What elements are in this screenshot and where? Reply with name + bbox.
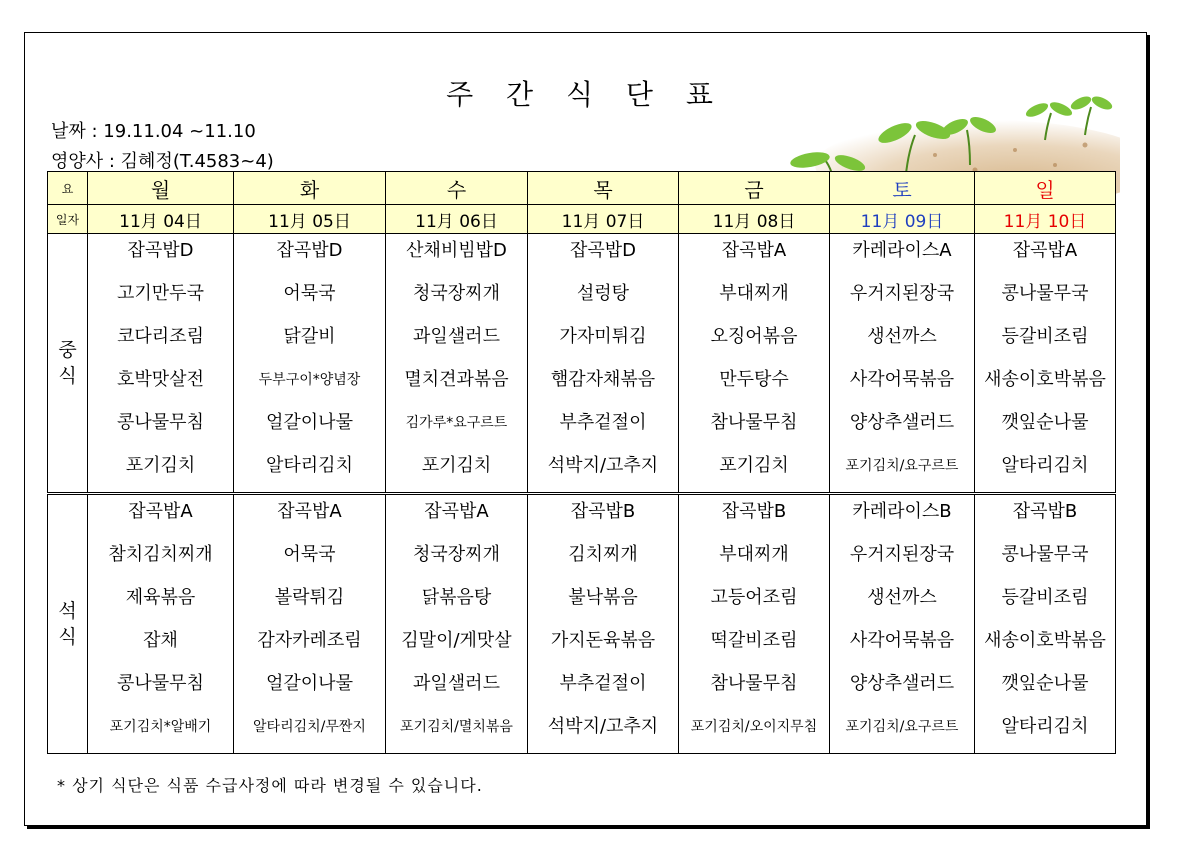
menu-item: 잡곡밥B [1012,501,1078,522]
menu-item: 콩나물무국 [1001,544,1089,565]
menu-item: 석박지/고추지 [547,716,659,737]
menu-item: 가지돈육볶음 [550,630,656,651]
lunch-cell [679,234,830,494]
menu-item: 어묵국 [283,544,336,565]
menu-item: 떡갈비조림 [710,630,798,651]
menu-item: 잡곡밥D [276,240,343,261]
menu-item: 양상추샐러드 [849,673,955,694]
menu-item: 닭볶음탕 [421,587,492,608]
menu-item: 부대찌개 [719,544,789,565]
menu-sheet [24,32,1147,826]
menu-item: 가자미튀김 [559,326,647,347]
menu-item: 멸치견과볶음 [404,369,509,390]
menu-item: 부추겉절이 [559,673,647,694]
menu-item: 우거지된장국 [849,283,955,304]
menu-item: 참나물무침 [710,412,798,433]
weekday-label: 요 [48,172,88,205]
menu-item: 포기김치/요구르트 [845,458,959,474]
menu-item: 불낙볶음 [568,587,638,608]
dinner-cell [975,494,1116,754]
menu-item: 호박맛살전 [117,369,204,390]
menu-item: 포기김치/멸치볶음 [400,719,513,735]
menu-item: 참치김치찌개 [108,544,213,565]
dinner-cell [88,494,234,754]
menu-item: 알타리김치 [1001,455,1089,476]
menu-item: 새송이호박볶음 [984,369,1106,390]
menu-item: 감자카레조림 [257,630,362,651]
menu-item: 사각어묵볶음 [849,369,955,390]
menu-item: 잡곡밥A [424,501,489,522]
weekday-fri: 금 [679,172,830,205]
menu-item: 잡채 [143,630,178,651]
menu-item: 잡곡밥A [128,501,193,522]
menu-item: 석박지/고추지 [547,455,659,476]
lunch-cell [386,234,528,494]
dinner-cell [679,494,830,754]
menu-item: 생선까스 [867,587,937,608]
nutritionist-info: 영양사 : 김혜정(T.4583~4) [51,151,274,172]
weekday-mon: 월 [88,172,234,205]
menu-item: 깻잎순나물 [1001,673,1089,694]
menu-item: 참나물무침 [710,673,798,694]
menu-item: 김가루*요구르트 [405,415,508,431]
menu-item: 새송이호박볶음 [984,630,1106,651]
menu-item: 포기김치/오이지무침 [690,719,818,735]
menu-item: 우거지된장국 [849,544,955,565]
menu-item: 제육볶음 [125,587,196,608]
dinner-label: 석 식 [48,494,88,754]
menu-item: 햄감자채볶음 [550,369,656,390]
menu-item: 알타리김치 [266,455,353,476]
menu-item: 포기김치 [125,455,196,476]
date-mon: 11月 04日 [88,205,234,234]
date-range: 날짜 : 19.11.04 ~11.10 [51,121,256,142]
lunch-cell [234,234,386,494]
menu-item: 김말이/게맛살 [401,630,512,651]
date-sat: 11月 09日 [830,205,975,234]
menu-item: 양상추샐러드 [849,412,955,433]
menu-item: 포기김치/요구르트 [845,719,959,735]
dinner-cell [528,494,679,754]
dinner-cell [830,494,975,754]
menu-item: 잡곡밥B [721,501,787,522]
menu-item: 생선까스 [867,326,937,347]
date-thu: 11月 07日 [528,205,679,234]
date-label: 일자 [48,205,88,234]
lunch-cell [830,234,975,494]
weekday-tue: 화 [234,172,386,205]
menu-item: 얼갈이나물 [266,673,353,694]
weekday-header-row [48,172,1116,205]
menu-item: 잡곡밥D [569,240,637,261]
date-wed: 11月 06日 [386,205,528,234]
menu-item: 깻잎순나물 [1001,412,1089,433]
menu-item: 오징어볶음 [710,326,798,347]
menu-item: 등갈비조림 [1001,326,1089,347]
lunch-row [48,234,1116,494]
weekday-thu: 목 [528,172,679,205]
date-tue: 11月 05日 [234,205,386,234]
lunch-cell [88,234,234,494]
menu-item: 잡곡밥A [721,240,787,261]
menu-item: 청국장찌개 [413,283,500,304]
menu-item: 과일샐러드 [413,673,500,694]
menu-item: 두부구이*양념장 [258,372,361,388]
menu-item: 산채비빔밥D [406,240,507,261]
menu-item: 부대찌개 [719,283,789,304]
page-title: 주 간 식 단 표 [446,78,725,111]
menu-item: 콩나물무국 [1001,283,1089,304]
menu-item: 김치찌개 [568,544,638,565]
dinner-row [48,494,1116,754]
date-row [48,205,1116,234]
menu-item: 볼락튀김 [274,587,345,608]
menu-item: 포기김치 [421,455,492,476]
menu-item: 잡곡밥B [570,501,636,522]
lunch-cell [975,234,1116,494]
menu-item: 고등어조림 [710,587,798,608]
menu-item: 잡곡밥A [277,501,342,522]
menu-item: 잡곡밥A [1012,240,1078,261]
menu-item: 카레라이스A [852,240,952,261]
date-sun: 11月 10日 [975,205,1116,234]
menu-item: 알타리김치/무짠지 [253,719,366,735]
menu-item: 설렁탕 [576,283,630,304]
dinner-cell [386,494,528,754]
date-fri: 11月 08日 [679,205,830,234]
menu-item: 사각어묵볶음 [849,630,955,651]
menu-item: 등갈비조림 [1001,587,1089,608]
menu-item: 과일샐러드 [413,326,500,347]
menu-item: 부추겉절이 [559,412,647,433]
dinner-cell [234,494,386,754]
weekday-sun: 일 [975,172,1116,205]
menu-item: 알타리김치 [1001,716,1089,737]
weekday-sat: 토 [830,172,975,205]
weekday-wed: 수 [386,172,528,205]
menu-item: 코다리조림 [117,326,204,347]
menu-item: 카레라이스B [852,501,952,522]
menu-item: 얼갈이나물 [266,412,353,433]
menu-item: 콩나물무침 [117,412,204,433]
lunch-label: 중 식 [48,234,88,494]
menu-item: 만두탕수 [719,369,789,390]
weekly-menu-table [47,171,1116,754]
menu-item: 어묵국 [283,283,336,304]
menu-item: 콩나물무침 [117,673,204,694]
menu-item: 고기만두국 [117,283,204,304]
lunch-cell [528,234,679,494]
menu-item: 포기김치*알배기 [109,719,212,735]
footnote: * 상기 식단은 식품 수급사정에 따라 변경될 수 있습니다. [57,776,483,795]
menu-item: 포기김치 [719,455,789,476]
menu-item: 청국장찌개 [413,544,500,565]
menu-item: 닭갈비 [283,326,336,347]
menu-item: 잡곡밥D [127,240,194,261]
